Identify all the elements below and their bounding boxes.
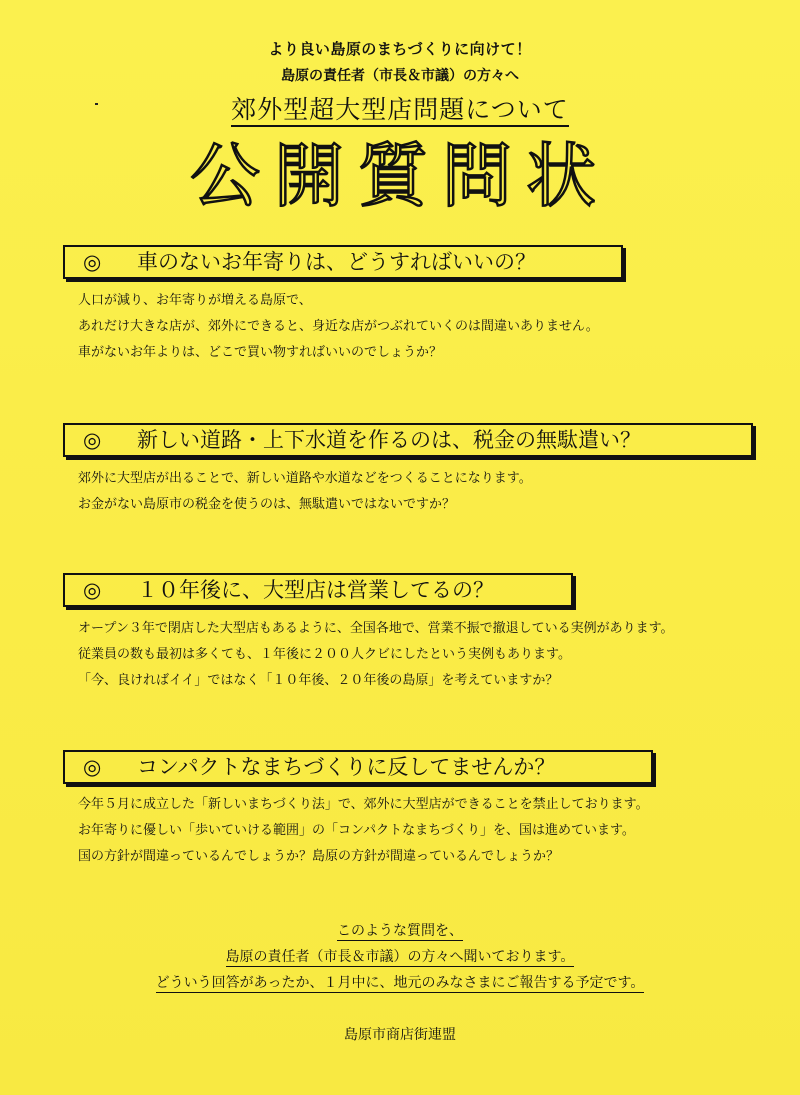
question-4-text: コンパクトなまちづくりに反してませんか？ <box>137 755 556 779</box>
closing-message <box>0 918 800 996</box>
section-4-line-3: 国の方針が間違っているんでしょうか？島原の方針が間違っているんでしょうか？ <box>78 849 560 864</box>
double-circle-icon: ◎ <box>83 428 102 452</box>
question-box-1 <box>63 245 623 279</box>
section-2-line-1: 郊外に大型店が出ることで、新しい道路や水道などをつくることになります。 <box>78 471 532 486</box>
section-3-line-2: 従業員の数も最初は多くても、１年後に２００人クビにしたという実例もあります。 <box>78 647 571 662</box>
page-title: 公開質問状 <box>190 135 610 217</box>
question-2-text: 新しい道路・上下水道を作るのは、税金の無駄遣い？ <box>137 428 641 452</box>
section-2-body <box>78 466 532 518</box>
intro-line-2: 島原の責任者（市長＆市議）の方々へ <box>281 68 519 84</box>
section-3-line-1: オープン３年で閉店した大型店もあるように、全国各地で、営業不振で撤退している実例があります。 <box>78 621 674 636</box>
double-circle-icon: ◎ <box>83 250 102 274</box>
question-box-2 <box>63 423 753 457</box>
question-box-3 <box>63 573 573 607</box>
section-3-body <box>78 616 674 694</box>
section-1-line-2: あれだけ大きな店が、郊外にできると、身近な店がつぶれていくのは間違いありません。 <box>78 319 599 334</box>
signature: 島原市商店街連盟 <box>344 1027 456 1043</box>
question-box-4 <box>63 750 653 784</box>
double-circle-icon: ◎ <box>83 755 102 779</box>
closing-line-1: このような質問を、 <box>337 923 463 939</box>
section-1-body <box>78 288 599 366</box>
section-4-line-2: お年寄りに優しい「歩いていける範囲」の「コンパクトなまちづくり」を、国は進めています。 <box>78 823 635 838</box>
question-1-text: 車のないお年寄りは、どうすればいいの？ <box>137 250 536 274</box>
section-4-line-1: 今年５月に成立した「新しいまちづくり法」で、郊外に大型店ができることを禁止しております。 <box>78 797 649 812</box>
section-1-line-3: 車がないお年よりは、どこで買い物すればいいのでしょうか？ <box>78 345 443 360</box>
question-3-text: １０年後に、大型店は営業してるの？ <box>137 578 494 602</box>
subtitle-text: 郊外型超大型店問題について <box>231 95 569 127</box>
section-2-line-2: お金がない島原市の税金を使うのは、無駄遣いではないですか？ <box>78 497 456 512</box>
intro-line-1: より良い島原のまちづくりに向けて！ <box>268 40 532 58</box>
double-circle-icon: ◎ <box>83 578 102 602</box>
section-1-line-1: 人口が減り、お年寄りが増える島原で、 <box>78 293 312 308</box>
closing-line-2: 島原の責任者（市長＆市議）の方々へ聞いております。 <box>225 949 575 965</box>
section-3-line-3: 「今、良ければイイ」ではなく「１０年後、２０年後の島原」を考えていますか？ <box>78 673 559 688</box>
closing-line-3: どういう回答があったか、１月中に、地元のみなさまにご報告する予定です。 <box>155 975 645 991</box>
section-4-body <box>78 792 649 870</box>
subtitle <box>0 90 800 126</box>
